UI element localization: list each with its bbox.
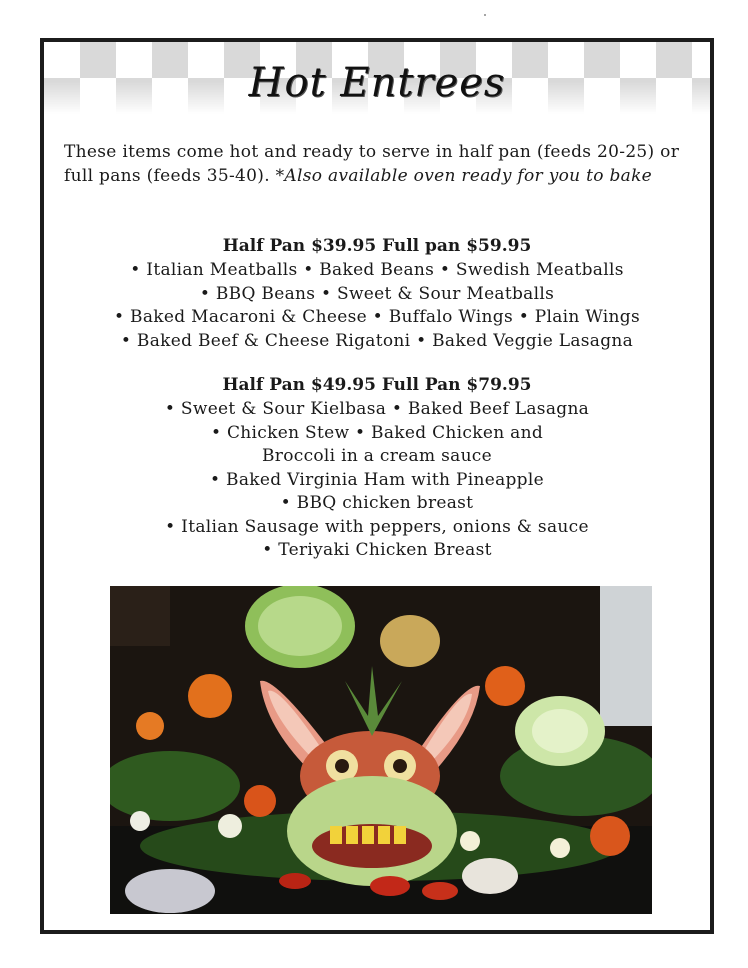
photo-illustration <box>110 586 652 914</box>
menu-section-2 <box>50 373 704 563</box>
menu-line: • Italian Meatballs • Baked Beans • Swedish Meatballs <box>130 260 624 280</box>
menu-section-1 <box>50 234 704 353</box>
scan-speck <box>484 14 486 16</box>
menu-line: • BBQ chicken breast <box>280 493 474 513</box>
menu-line: • Baked Virginia Ham with Pineapple <box>210 469 544 490</box>
menu-line: • Teriyaki Chicken Breast <box>262 540 492 560</box>
menu-line: • Chicken Stew • Baked Chicken and <box>210 422 544 443</box>
flyer-frame <box>40 38 714 934</box>
menu-line: • Italian Sausage with peppers, onions & sauce <box>165 516 589 537</box>
intro-paragraph <box>64 140 700 188</box>
menu-line: Broccoli in a cream sauce <box>262 446 492 466</box>
section-prices: Half Pan $39.95 Full pan $59.95 <box>222 236 532 256</box>
menu-line: • Baked Macaroni & Cheese • Buffalo Wings • Plain Wings <box>114 307 640 327</box>
intro-text: These items come hot and ready to serve in half pan (feeds 20-25) or full pans (feeds 35-40). <box>64 142 680 186</box>
page-title: Hot Entrees <box>248 60 506 106</box>
section-prices: Half Pan $49.95 Full Pan $79.95 <box>222 375 532 395</box>
intro-italic-note: *Also available oven ready for you to bake <box>275 166 653 186</box>
menu-line: • BBQ Beans • Sweet & Sour Meatballs <box>199 283 555 304</box>
menu-line: • Baked Beef & Cheese Rigatoni • Baked Veggie Lasagna <box>120 330 634 351</box>
food-carving-photo <box>110 586 652 914</box>
menu-line: • Sweet & Sour Kielbasa • Baked Beef Lasagna <box>164 399 590 419</box>
